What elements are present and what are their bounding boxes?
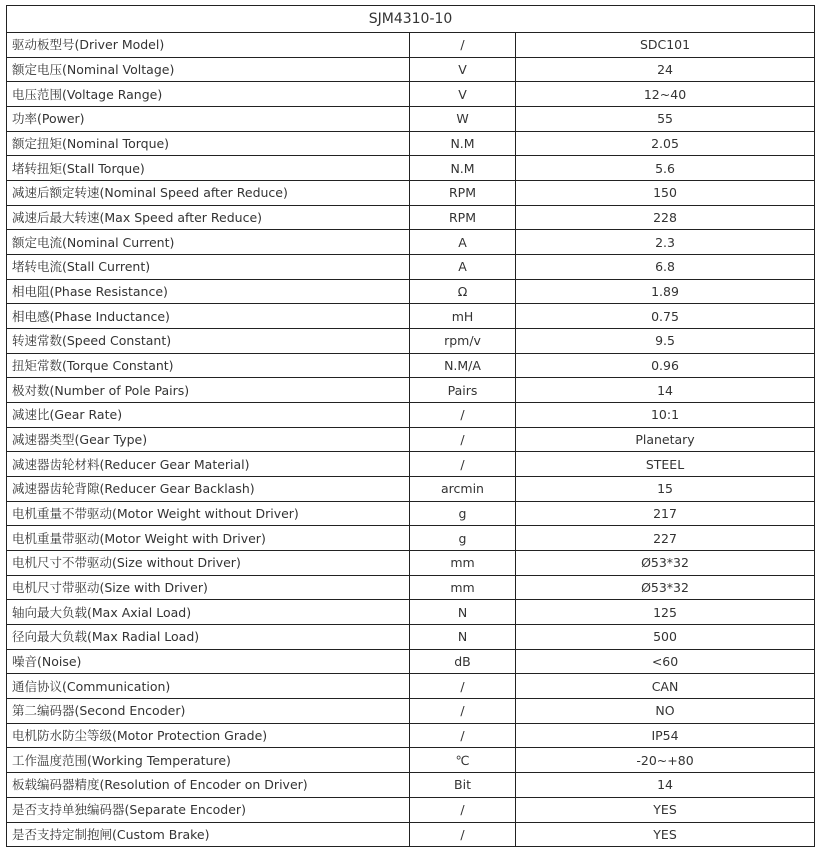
value-cell: 9.5: [516, 329, 815, 354]
value-cell: 228: [516, 205, 815, 230]
unit-cell: g: [410, 526, 516, 551]
table-row: [7, 551, 815, 576]
unit-cell: mm: [410, 575, 516, 600]
table-row: [7, 33, 815, 58]
value-cell: -20~+80: [516, 748, 815, 773]
param-cell: 相电阻(Phase Resistance): [7, 279, 410, 304]
value-cell: 227: [516, 526, 815, 551]
table-row: [7, 230, 815, 255]
value-cell: SDC101: [516, 33, 815, 58]
table-row: [7, 625, 815, 650]
table-row: [7, 748, 815, 773]
param-cell: 噪音(Noise): [7, 649, 410, 674]
param-cell: 电机尺寸不带驱动(Size without Driver): [7, 551, 410, 576]
param-cell: 工作温度范围(Working Temperature): [7, 748, 410, 773]
table-row: [7, 353, 815, 378]
table-row: [7, 501, 815, 526]
table-row: [7, 575, 815, 600]
title-row: [7, 6, 815, 33]
unit-cell: RPM: [410, 181, 516, 206]
value-cell: YES: [516, 797, 815, 822]
value-cell: 217: [516, 501, 815, 526]
unit-cell: Bit: [410, 773, 516, 798]
param-cell: 径向最大负载(Max Radial Load): [7, 625, 410, 650]
param-cell: 额定电流(Nominal Current): [7, 230, 410, 255]
value-cell: 2.3: [516, 230, 815, 255]
unit-cell: mm: [410, 551, 516, 576]
table-row: [7, 329, 815, 354]
spec-sheet: [6, 5, 814, 847]
value-cell: YES: [516, 822, 815, 847]
value-cell: NO: [516, 699, 815, 724]
param-cell: 第二编码器(Second Encoder): [7, 699, 410, 724]
param-cell: 额定电压(Nominal Voltage): [7, 57, 410, 82]
unit-cell: /: [410, 822, 516, 847]
table-row: [7, 107, 815, 132]
unit-cell: V: [410, 57, 516, 82]
unit-cell: ℃: [410, 748, 516, 773]
value-cell: 5.6: [516, 156, 815, 181]
table-row: [7, 526, 815, 551]
unit-cell: /: [410, 427, 516, 452]
value-cell: 500: [516, 625, 815, 650]
table-row: [7, 649, 815, 674]
table-row: [7, 57, 815, 82]
value-cell: 1.89: [516, 279, 815, 304]
table-row: [7, 723, 815, 748]
value-cell: <60: [516, 649, 815, 674]
param-cell: 相电感(Phase Inductance): [7, 304, 410, 329]
value-cell: 6.8: [516, 255, 815, 280]
value-cell: CAN: [516, 674, 815, 699]
unit-cell: /: [410, 33, 516, 58]
value-cell: 10:1: [516, 403, 815, 428]
value-cell: 0.96: [516, 353, 815, 378]
value-cell: Planetary: [516, 427, 815, 452]
table-title: SJM4310-10: [7, 6, 815, 33]
value-cell: 0.75: [516, 304, 815, 329]
table-row: [7, 378, 815, 403]
unit-cell: RPM: [410, 205, 516, 230]
param-cell: 是否支持单独编码器(Separate Encoder): [7, 797, 410, 822]
table-row: [7, 403, 815, 428]
unit-cell: A: [410, 255, 516, 280]
unit-cell: /: [410, 723, 516, 748]
table-row: [7, 82, 815, 107]
param-cell: 转速常数(Speed Constant): [7, 329, 410, 354]
unit-cell: /: [410, 674, 516, 699]
unit-cell: N.M: [410, 131, 516, 156]
value-cell: STEEL: [516, 452, 815, 477]
table-row: [7, 477, 815, 502]
param-cell: 电机尺寸带驱动(Size with Driver): [7, 575, 410, 600]
param-cell: 额定扭矩(Nominal Torque): [7, 131, 410, 156]
param-cell: 减速后额定转速(Nominal Speed after Reduce): [7, 181, 410, 206]
value-cell: 55: [516, 107, 815, 132]
unit-cell: /: [410, 699, 516, 724]
unit-cell: rpm/v: [410, 329, 516, 354]
param-cell: 功率(Power): [7, 107, 410, 132]
table-row: [7, 131, 815, 156]
value-cell: 15: [516, 477, 815, 502]
unit-cell: /: [410, 403, 516, 428]
param-cell: 轴向最大负载(Max Axial Load): [7, 600, 410, 625]
spec-table: [6, 5, 815, 847]
param-cell: 通信协议(Communication): [7, 674, 410, 699]
param-cell: 减速器齿轮背隙(Reducer Gear Backlash): [7, 477, 410, 502]
value-cell: 150: [516, 181, 815, 206]
table-row: [7, 600, 815, 625]
value-cell: Ø53*32: [516, 575, 815, 600]
param-cell: 减速后最大转速(Max Speed after Reduce): [7, 205, 410, 230]
table-row: [7, 797, 815, 822]
param-cell: 减速器齿轮材料(Reducer Gear Material): [7, 452, 410, 477]
unit-cell: dB: [410, 649, 516, 674]
param-cell: 电机防水防尘等级(Motor Protection Grade): [7, 723, 410, 748]
unit-cell: W: [410, 107, 516, 132]
unit-cell: V: [410, 82, 516, 107]
unit-cell: N.M/A: [410, 353, 516, 378]
unit-cell: g: [410, 501, 516, 526]
value-cell: 125: [516, 600, 815, 625]
table-row: [7, 773, 815, 798]
unit-cell: Ω: [410, 279, 516, 304]
table-row: [7, 452, 815, 477]
param-cell: 电压范围(Voltage Range): [7, 82, 410, 107]
unit-cell: Pairs: [410, 378, 516, 403]
unit-cell: /: [410, 452, 516, 477]
value-cell: 24: [516, 57, 815, 82]
table-row: [7, 427, 815, 452]
value-cell: Ø53*32: [516, 551, 815, 576]
unit-cell: N: [410, 600, 516, 625]
unit-cell: N: [410, 625, 516, 650]
spec-table-body: [7, 33, 815, 847]
table-row: [7, 279, 815, 304]
param-cell: 减速比(Gear Rate): [7, 403, 410, 428]
table-row: [7, 181, 815, 206]
param-cell: 极对数(Number of Pole Pairs): [7, 378, 410, 403]
unit-cell: mH: [410, 304, 516, 329]
param-cell: 电机重量带驱动(Motor Weight with Driver): [7, 526, 410, 551]
unit-cell: N.M: [410, 156, 516, 181]
unit-cell: /: [410, 797, 516, 822]
table-row: [7, 304, 815, 329]
table-row: [7, 822, 815, 847]
param-cell: 是否支持定制抱闸(Custom Brake): [7, 822, 410, 847]
param-cell: 驱动板型号(Driver Model): [7, 33, 410, 58]
value-cell: 12~40: [516, 82, 815, 107]
param-cell: 扭矩常数(Torque Constant): [7, 353, 410, 378]
value-cell: 14: [516, 773, 815, 798]
unit-cell: arcmin: [410, 477, 516, 502]
value-cell: IP54: [516, 723, 815, 748]
table-row: [7, 156, 815, 181]
table-row: [7, 255, 815, 280]
param-cell: 板载编码器精度(Resolution of Encoder on Driver): [7, 773, 410, 798]
value-cell: 14: [516, 378, 815, 403]
unit-cell: A: [410, 230, 516, 255]
param-cell: 电机重量不带驱动(Motor Weight without Driver): [7, 501, 410, 526]
param-cell: 堵转扭矩(Stall Torque): [7, 156, 410, 181]
param-cell: 堵转电流(Stall Current): [7, 255, 410, 280]
table-row: [7, 699, 815, 724]
param-cell: 减速器类型(Gear Type): [7, 427, 410, 452]
table-row: [7, 205, 815, 230]
table-row: [7, 674, 815, 699]
value-cell: 2.05: [516, 131, 815, 156]
